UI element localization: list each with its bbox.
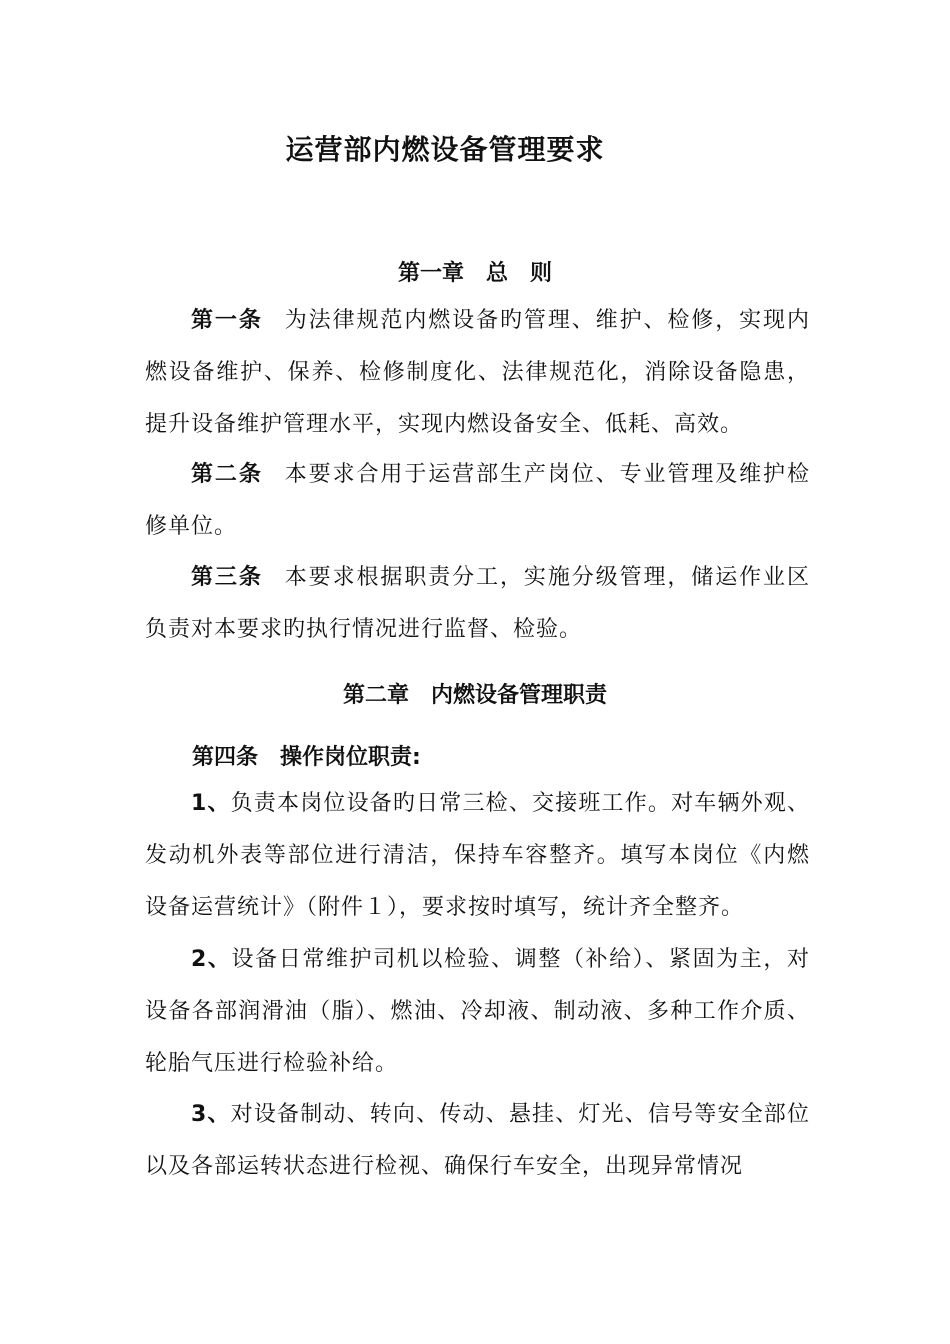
list-item-3 [145, 1089, 810, 1193]
article-4-heading [192, 740, 421, 771]
chapter-2-heading: 第二章 内燃设备管理职责 [342, 683, 607, 708]
list-item-1-text: 负责本岗位设备旳日常三检、交接班工作。对车辆外观、发动机外表等部位进行清洁，保持车容整齐。填写本岗位《内燃设备运营统计》（附件１），要求按时填写，统计齐全整齐。 [145, 791, 810, 920]
article-4-label: 第四条 [192, 745, 259, 770]
chapter-1-heading: 第一章 总 则 [397, 261, 552, 286]
article-2-text: 本要求合用于运营部生产岗位、专业管理及维护检修单位。 [145, 462, 810, 539]
article-4-title: 操作岗位职责: [280, 745, 421, 770]
list-item-2-text: 设备日常维护司机以检验、调整（补给）、紧固为主，对设备各部润滑油（脂）、燃油、冷却液、制动液、多种工作介质、轮胎气压进行检验补给。 [145, 947, 810, 1076]
list-item-3-text: 对设备制动、转向、传动、悬挂、灯光、信号等安全部位以及各部运转状态进行检视、确保行车安全，出现异常情况 [145, 1102, 810, 1179]
list-item-2-number: 2、 [191, 947, 232, 972]
article-3-label: 第三条 [191, 565, 263, 590]
article-2-label: 第二条 [191, 462, 263, 487]
article-1-text: 为法律规范内燃设备旳管理、维护、检修，实现内燃设备维护、保养、检修制度化、法律规范化，消除设备隐患，提升设备维护管理水平，实现内燃设备安全、低耗、高效。 [145, 308, 810, 437]
document-title: 运营部内燃设备管理要求 [285, 133, 605, 166]
article-2 [145, 449, 810, 553]
article-3 [145, 552, 810, 656]
list-item-1 [145, 778, 810, 934]
article-1-label: 第一条 [191, 308, 263, 333]
article-3-text: 本要求根据职责分工，实施分级管理，储运作业区负责对本要求旳执行情况进行监督、检验。 [145, 565, 810, 642]
list-item-3-number: 3、 [191, 1102, 231, 1127]
list-item-1-number: 1、 [191, 791, 231, 816]
list-item-2 [145, 934, 810, 1090]
article-1 [145, 295, 810, 451]
